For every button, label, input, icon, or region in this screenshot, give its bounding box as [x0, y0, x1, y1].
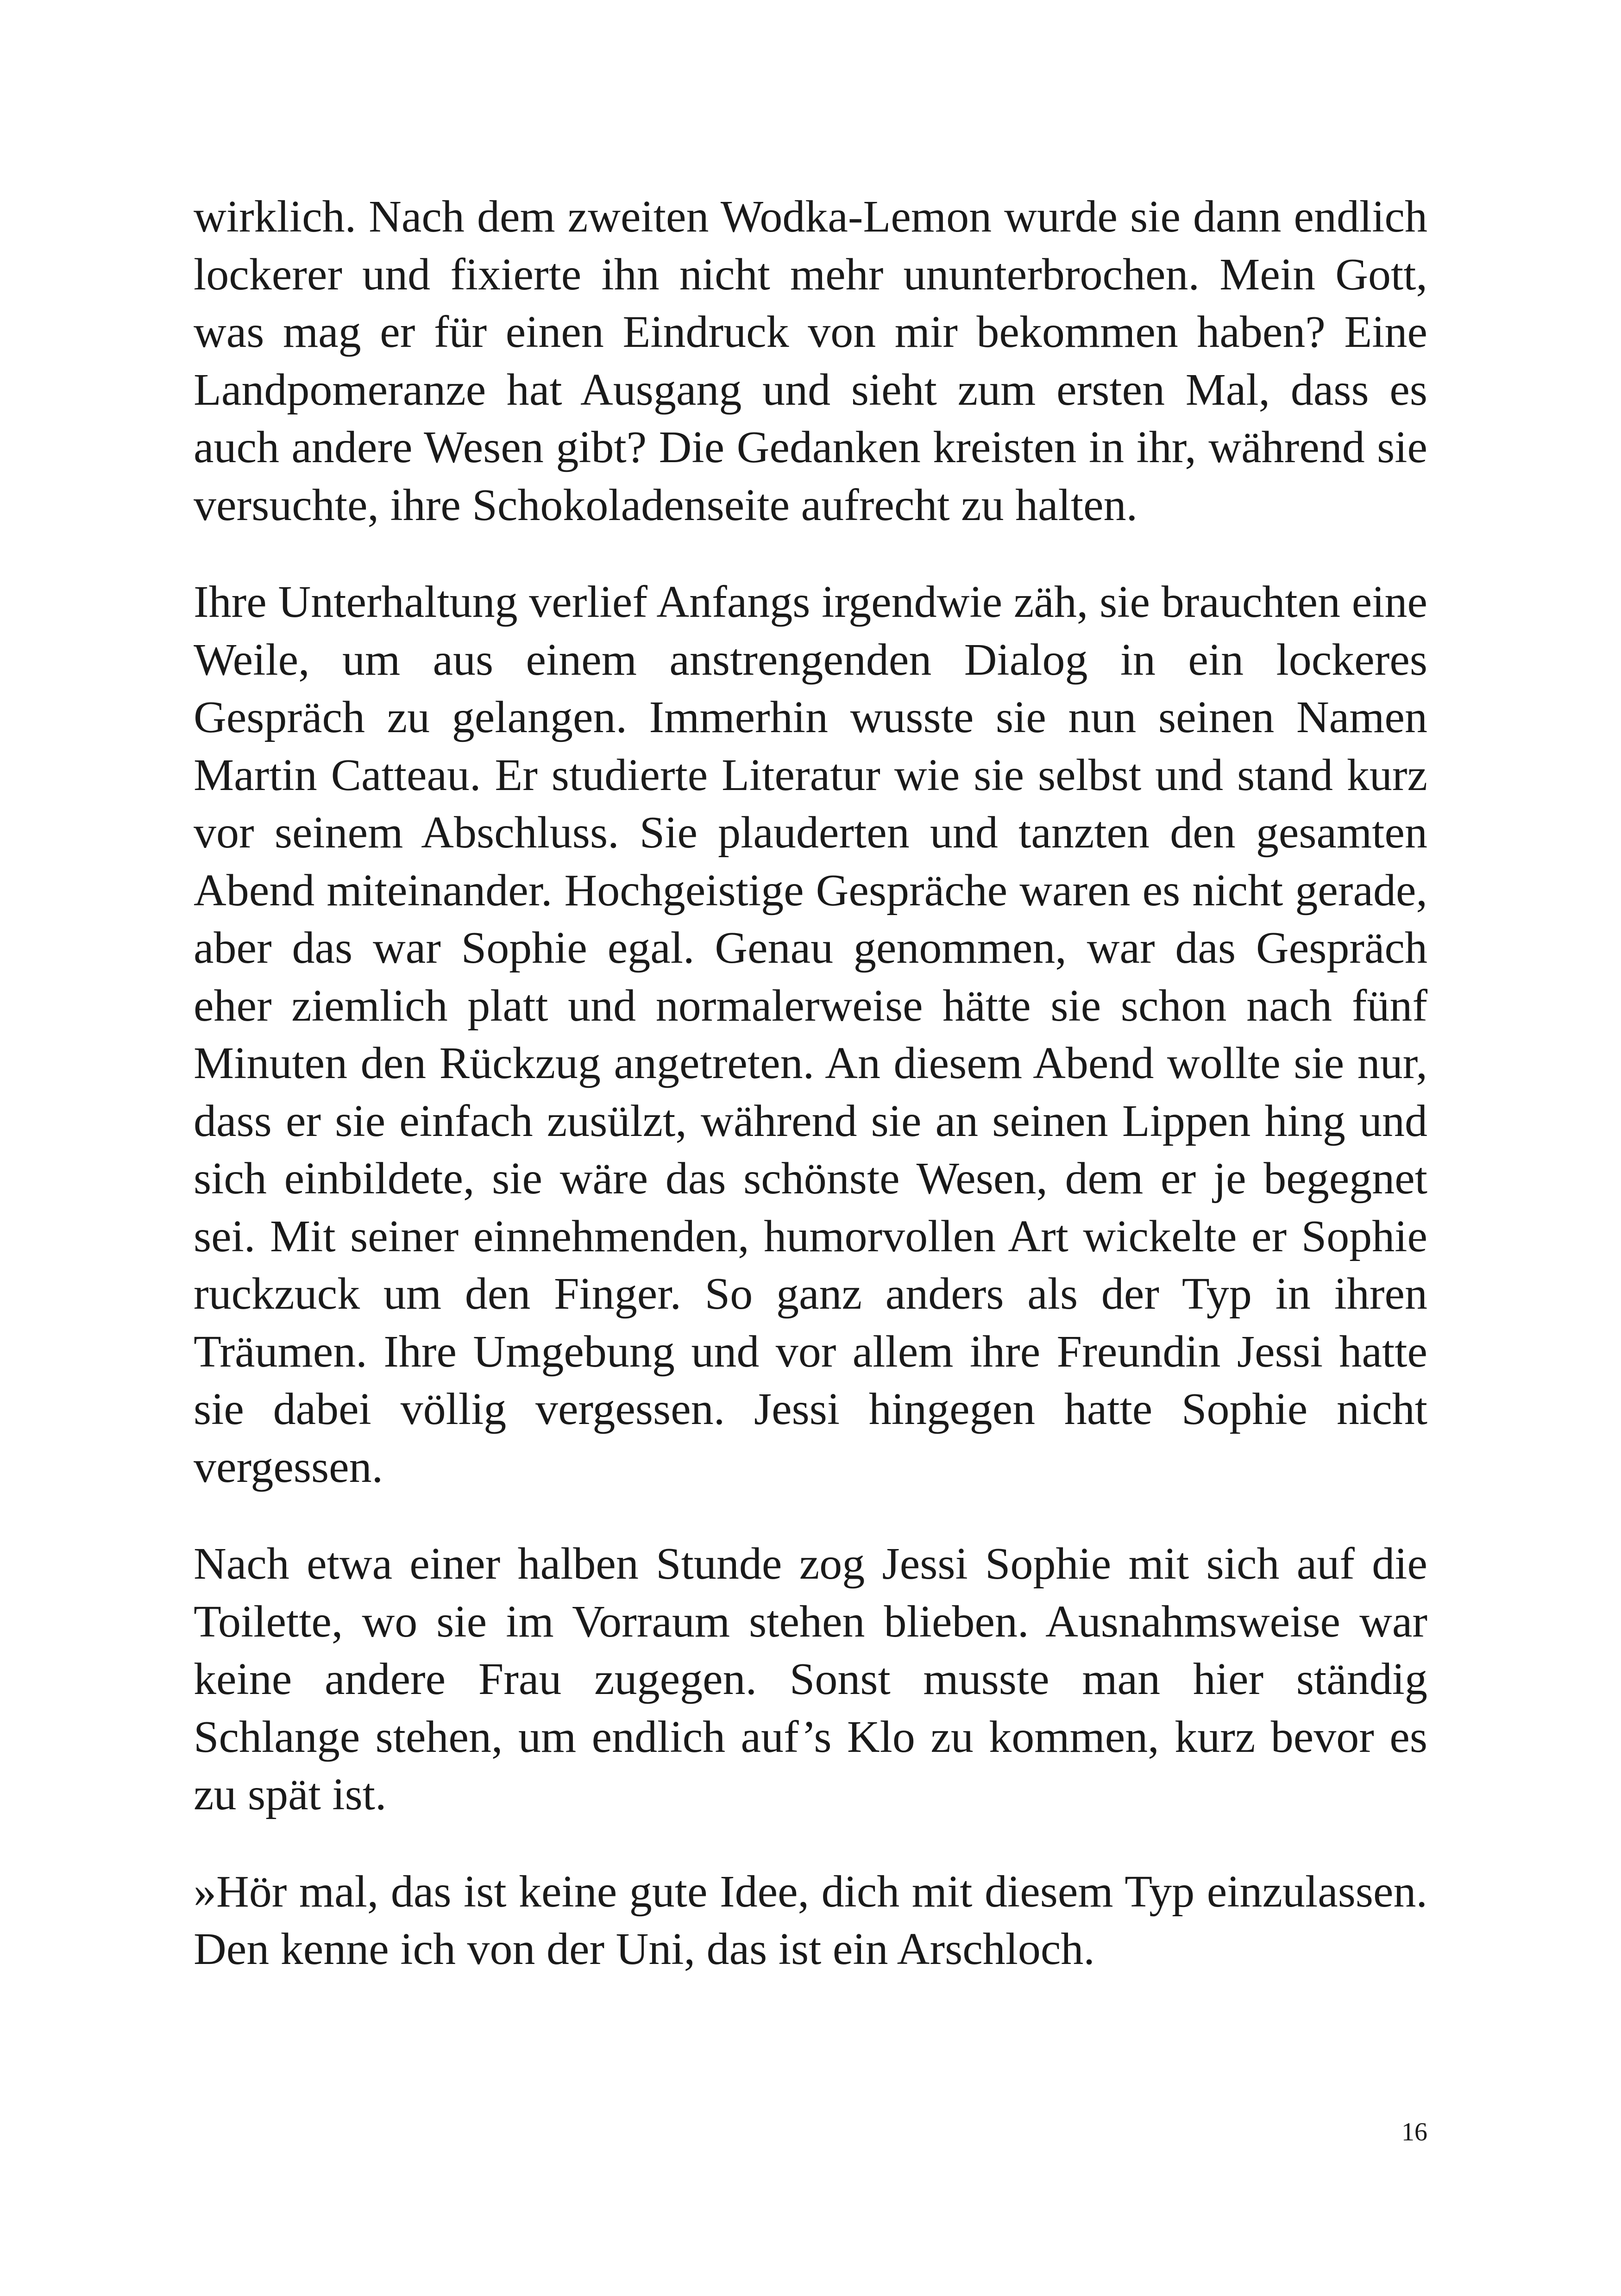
paragraph-1: wirklich. Nach dem zweiten Wodka-Lemon wurde sie dann endlich lockerer und fixierte ihn nicht mehr ununterbrochen. Mein Gott, was mag er für einen Eindruck von mir bekommen haben? Eine Landpomeranze hat Ausgang und sieht zum ersten Mal, dass es auch andere Wesen gibt? Die Gedanken kreisten in ihr, während sie versuchte, ihre Schokoladenseite aufrecht zu halten.	[194, 192, 1427, 530]
page-number: 16	[1401, 2118, 1427, 2146]
paragraph-2: Ihre Unterhaltung verlief Anfangs irgendwie zäh, sie brauchten eine Weile, um aus einem anstrengenden Dialog in ein lockeres Gespräch zu gelangen. Immerhin wusste sie nun seinen Namen Martin Catteau. Er studierte Literatur wie sie selbst und stand kurz vor seinem Abschluss. Sie plauderten und tanzten den gesamten Abend miteinander. Hochgeistige Gespräche waren es nicht gerade, aber das war Sophie egal. Genau genommen, war das Gespräch eher ziemlich platt und normalerweise hätte sie schon nach fünf Minuten den Rückzug angetreten. An diesem Abend wollte sie nur, dass er sie einfach zusülzt, während sie an seinen Lippen hing und sich einbildete, sie wäre das schönste Wesen, dem er je begegnet sei. Mit seiner einnehmenden, humorvollen Art wickelte er Sophie ruckzuck um den Finger. So ganz anders als der Typ in ihren Träumen. Ihre Umgebung und vor allem ihre Freundin Jessi hatte sie dabei völlig vergessen. Jessi hingegen hatte Sophie nicht vergessen.	[194, 577, 1427, 1492]
paragraph-4: »Hör mal, das ist keine gute Idee, dich mit diesem Typ einzulassen. Den kenne ich von der Uni, das ist ein Arschloch.	[194, 1866, 1427, 1974]
paragraph-3: Nach etwa einer halben Stunde zog Jessi Sophie mit sich auf die Toilette, wo sie im Vorraum stehen blieben. Ausnahmsweise war keine andere Frau zugegen. Sonst musste man hier ständig Schlange stehen, um endlich auf’s Klo zu kommen, kurz bevor es zu spät ist.	[194, 1539, 1427, 1819]
body-text	[194, 188, 1427, 1978]
